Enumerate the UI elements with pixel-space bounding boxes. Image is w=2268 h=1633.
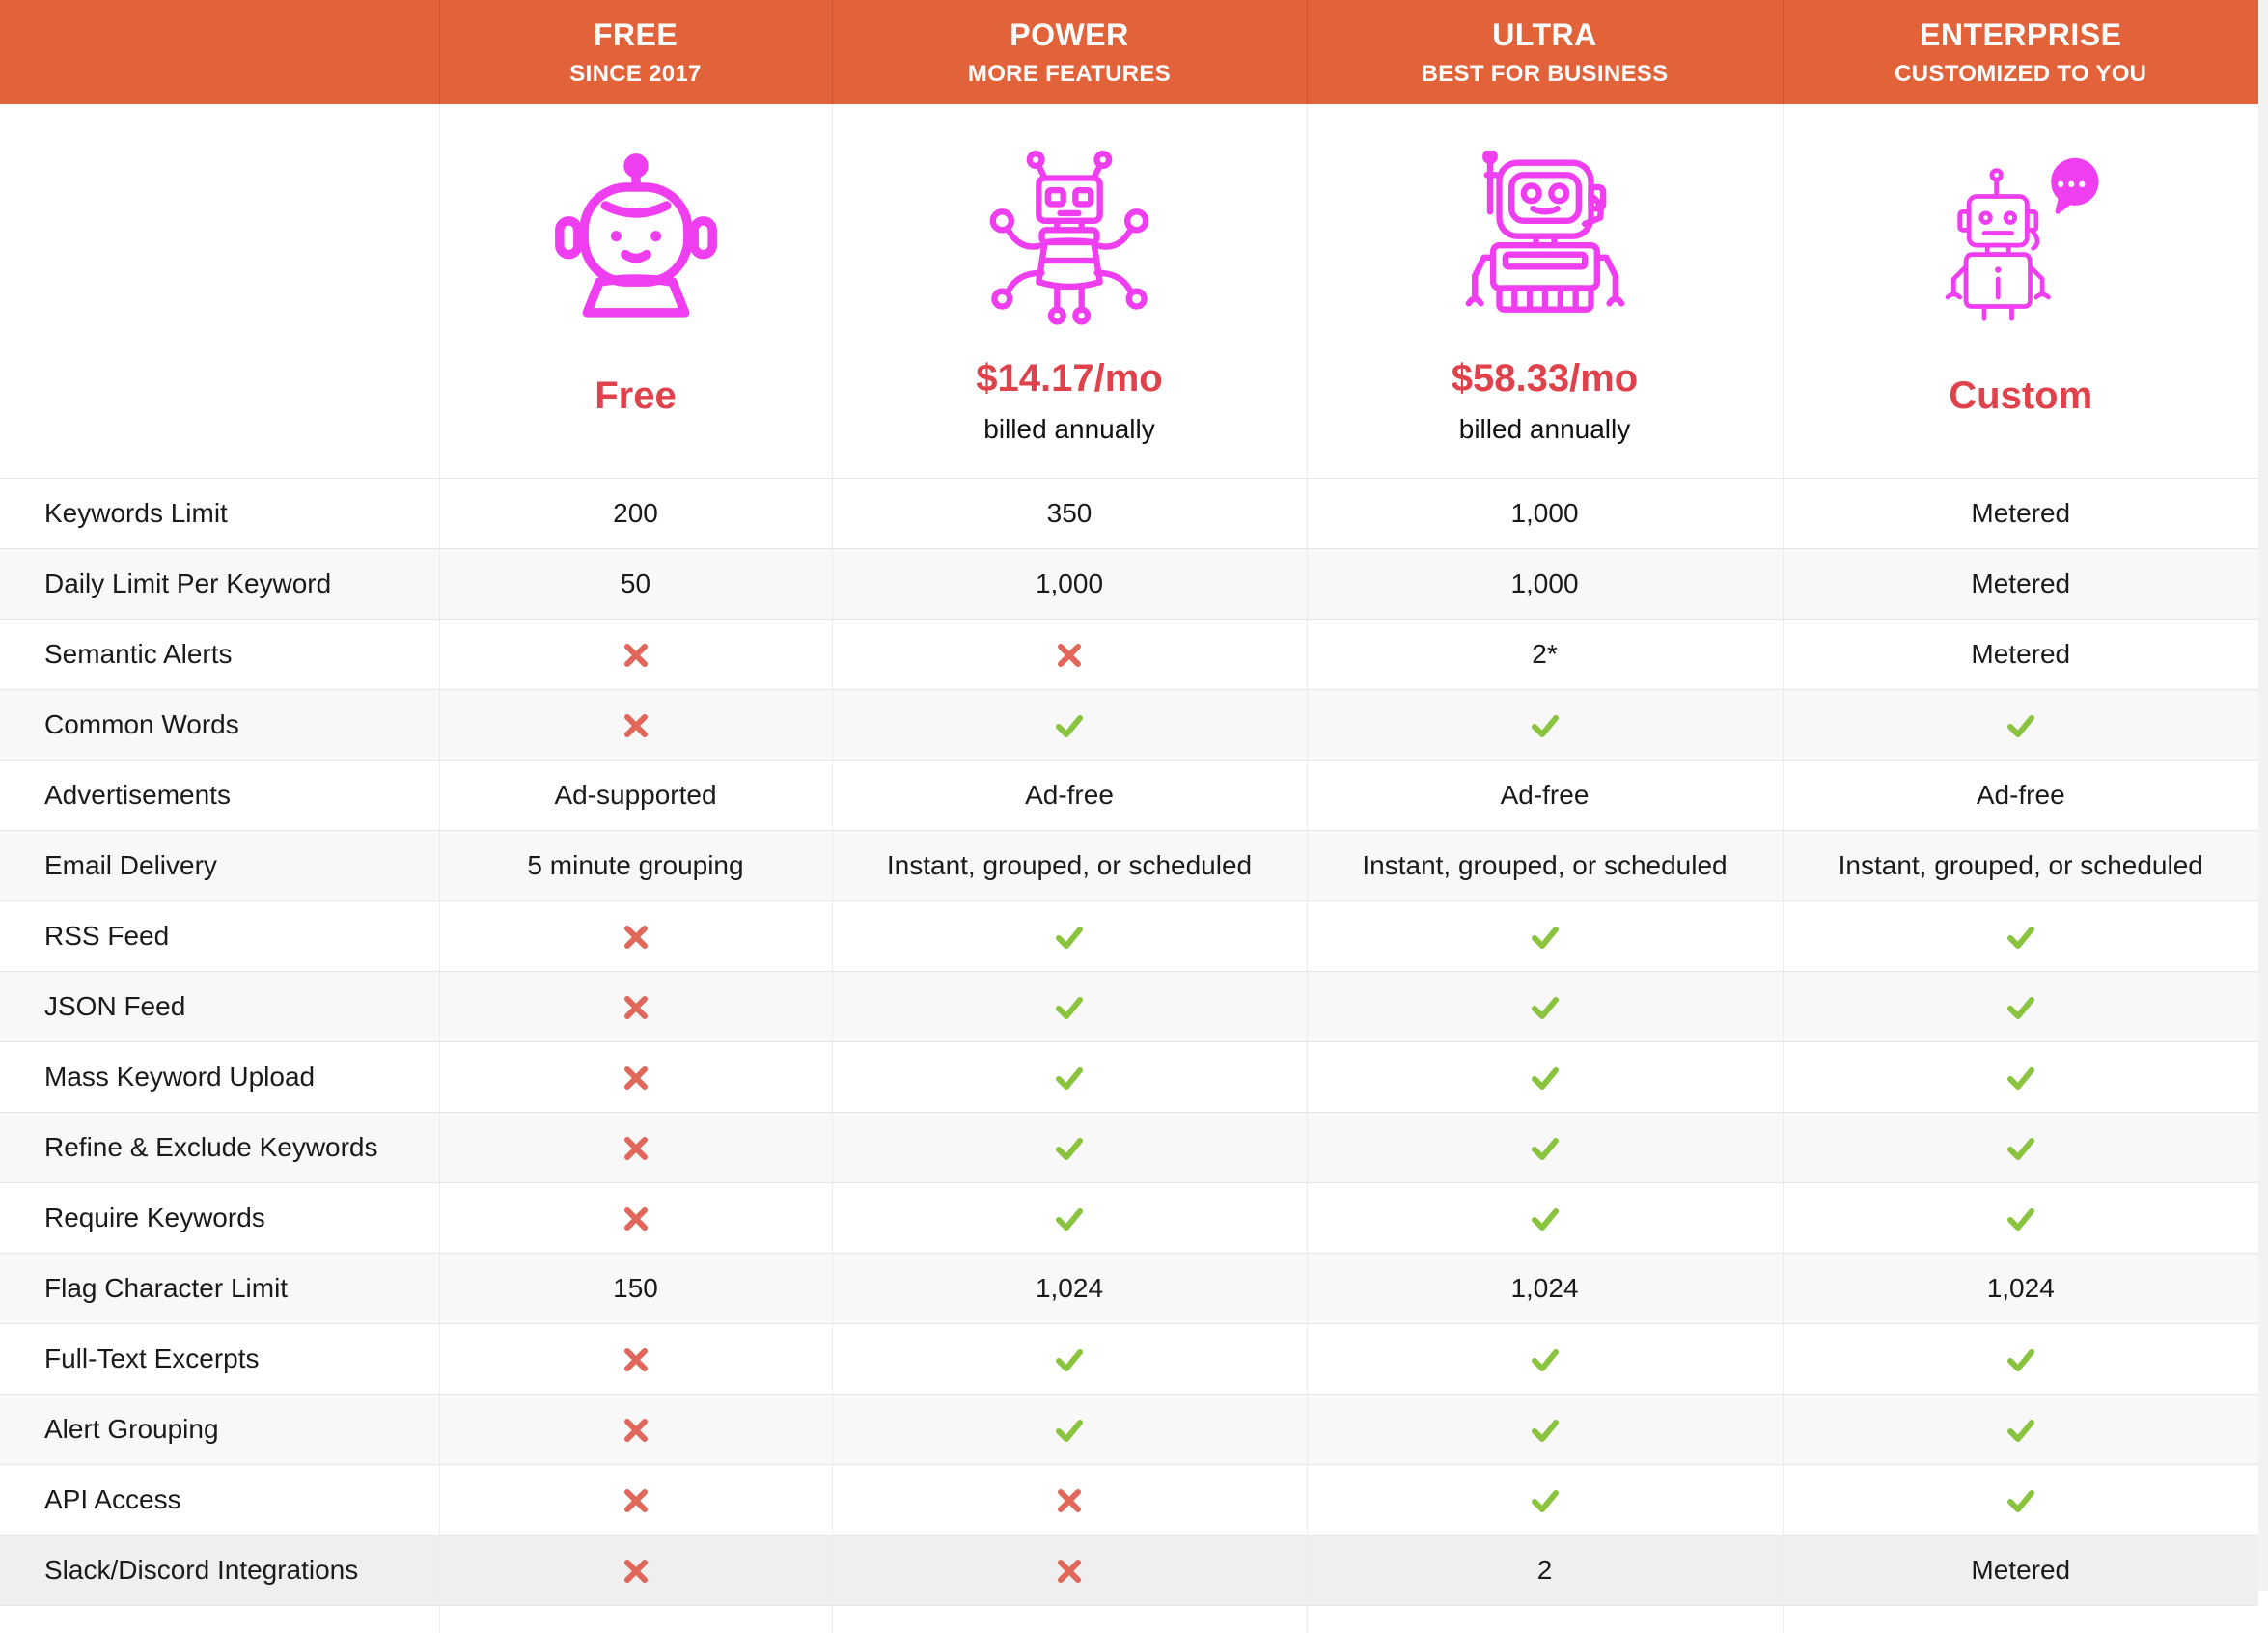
table-row	[0, 620, 2258, 690]
table-row	[0, 1042, 2258, 1113]
feature-label: Advertisements	[0, 761, 439, 831]
feature-value-cell	[1307, 1183, 1783, 1254]
plan-billing: billed annually	[1308, 414, 1783, 445]
check-icon	[1530, 1344, 1561, 1375]
check-icon	[1530, 1133, 1561, 1164]
cross-icon	[621, 1133, 651, 1164]
feature-value: Instant, grouped, or scheduled	[832, 831, 1307, 901]
feature-value-cell	[1307, 1042, 1783, 1113]
cross-icon	[621, 1204, 651, 1234]
feature-value: Metered	[1783, 1536, 2258, 1606]
feature-value-cell	[1307, 690, 1783, 761]
feature-value: 150	[439, 1254, 832, 1324]
plan-price: Custom	[1784, 374, 2259, 418]
feature-value-cell	[1783, 901, 2258, 972]
check-icon	[2005, 1204, 2036, 1234]
feature-value-cell	[832, 1465, 1307, 1536]
check-icon	[1530, 710, 1561, 741]
feature-value-cell	[832, 901, 1307, 972]
feature-label: Keywords Limit	[0, 479, 439, 549]
plan-subtitle: MORE FEATURES	[833, 61, 1307, 88]
scroll-edge	[2258, 0, 2268, 1591]
feature-value: 5 minute grouping	[439, 831, 832, 901]
feature-value-cell	[1307, 1113, 1783, 1183]
hero-corner	[0, 104, 439, 479]
check-icon	[1054, 1063, 1085, 1093]
feature-value: 2	[1307, 1536, 1783, 1606]
feature-value: Ad-free	[1783, 761, 2258, 831]
feature-value: Ad-free	[832, 761, 1307, 831]
table-row	[0, 1465, 2258, 1536]
feature-label: Alert Grouping	[0, 1395, 439, 1465]
price-block	[440, 374, 832, 418]
feature-value-cell	[832, 1113, 1307, 1183]
feature-value-cell	[1783, 1465, 2258, 1536]
feature-value: 50	[439, 549, 832, 620]
empty-cell	[1783, 1606, 2258, 1633]
check-icon	[1054, 1344, 1085, 1375]
feature-label: Email Delivery	[0, 831, 439, 901]
feature-label: Slack/Discord Integrations	[0, 1536, 439, 1606]
feature-label: RSS Feed	[0, 901, 439, 972]
feature-value-cell	[439, 901, 832, 972]
feature-value: 1,000	[1307, 549, 1783, 620]
plan-price: $58.33/mo	[1308, 357, 1783, 401]
cross-icon	[1054, 1485, 1085, 1516]
check-icon	[1054, 710, 1085, 741]
feature-value: 200	[439, 479, 832, 549]
feature-label: Flag Character Limit	[0, 1254, 439, 1324]
plan-hero-enterprise	[1783, 104, 2258, 479]
check-icon	[2005, 1344, 2036, 1375]
plan-price: Free	[440, 374, 832, 418]
cross-icon	[621, 640, 651, 671]
table-row	[0, 479, 2258, 549]
empty-cell	[0, 1606, 439, 1633]
feature-value-cell	[439, 620, 832, 690]
feature-value-cell	[1307, 1324, 1783, 1395]
feature-value-cell	[1783, 1113, 2258, 1183]
table-row	[0, 761, 2258, 831]
plan-hero-row	[0, 104, 2258, 479]
feature-value-cell	[439, 1395, 832, 1465]
feature-value-cell	[439, 690, 832, 761]
empty-cell	[439, 1606, 832, 1633]
feature-value-cell	[1783, 1324, 2258, 1395]
feature-value: 2*	[1307, 620, 1783, 690]
feature-label: Common Words	[0, 690, 439, 761]
feature-value-cell	[1307, 1465, 1783, 1536]
feature-value-cell	[439, 1042, 832, 1113]
feature-value: 1,000	[1307, 479, 1783, 549]
feature-value: 1,024	[1307, 1254, 1783, 1324]
feature-value: 350	[832, 479, 1307, 549]
table-row	[0, 1113, 2258, 1183]
robot-arms-icon	[978, 151, 1161, 334]
feature-value: 1,024	[1783, 1254, 2258, 1324]
cross-icon	[621, 922, 651, 953]
feature-value-cell	[832, 1536, 1307, 1606]
price-block	[833, 357, 1307, 445]
feature-value-cell	[1307, 901, 1783, 972]
check-icon	[1530, 992, 1561, 1023]
cross-icon	[1054, 640, 1085, 671]
plan-subtitle: BEST FOR BUSINESS	[1308, 61, 1783, 88]
robot-headset-icon	[1453, 151, 1637, 334]
feature-value: Ad-free	[1307, 761, 1783, 831]
feature-value-cell	[832, 1183, 1307, 1254]
header-corner	[0, 0, 439, 104]
feature-value-cell	[439, 1324, 832, 1395]
plan-hero-ultra	[1307, 104, 1783, 479]
feature-value-cell	[832, 1324, 1307, 1395]
table-row	[0, 1324, 2258, 1395]
plan-subtitle: SINCE 2017	[440, 61, 832, 88]
check-icon	[2005, 992, 2036, 1023]
feature-value-cell	[439, 1465, 832, 1536]
feature-value-cell	[1307, 1395, 1783, 1465]
feature-value: Metered	[1783, 479, 2258, 549]
plan-billing: billed annually	[833, 414, 1307, 445]
feature-value: 1,000	[832, 549, 1307, 620]
feature-value-cell	[439, 1536, 832, 1606]
feature-value-cell	[439, 1183, 832, 1254]
plan-header-free	[439, 0, 832, 104]
check-icon	[2005, 1133, 2036, 1164]
feature-value-cell	[439, 1113, 832, 1183]
plan-header-ultra	[1307, 0, 1783, 104]
table-row	[0, 690, 2258, 761]
check-icon	[1530, 922, 1561, 953]
plan-subtitle: CUSTOMIZED TO YOU	[1784, 61, 2259, 88]
check-icon	[1530, 1063, 1561, 1093]
feature-label: Refine & Exclude Keywords	[0, 1113, 439, 1183]
check-icon	[1054, 1415, 1085, 1446]
cross-icon	[621, 1415, 651, 1446]
cross-icon	[621, 1063, 651, 1093]
table-row	[0, 1254, 2258, 1324]
table-row-partial	[0, 1606, 2258, 1633]
empty-cell	[832, 1606, 1307, 1633]
check-icon	[1530, 1415, 1561, 1446]
check-icon	[1054, 1133, 1085, 1164]
feature-label: API Access	[0, 1465, 439, 1536]
robot-head-icon	[544, 151, 728, 334]
table-row	[0, 1183, 2258, 1254]
feature-label: Require Keywords	[0, 1183, 439, 1254]
check-icon	[2005, 1415, 2036, 1446]
plan-price: $14.17/mo	[833, 357, 1307, 401]
table-row	[0, 972, 2258, 1042]
robot-chat-icon	[1929, 151, 2113, 334]
check-icon	[1054, 992, 1085, 1023]
plan-name: FREE	[440, 17, 832, 53]
feature-value-cell	[1783, 1395, 2258, 1465]
plan-name: ENTERPRISE	[1784, 17, 2259, 53]
check-icon	[1530, 1204, 1561, 1234]
feature-value: 1,024	[832, 1254, 1307, 1324]
cross-icon	[621, 1485, 651, 1516]
feature-value-cell	[439, 972, 832, 1042]
cross-icon	[1054, 1556, 1085, 1587]
plan-header-row	[0, 0, 2258, 104]
feature-value-cell	[1783, 1042, 2258, 1113]
plan-hero-free	[439, 104, 832, 479]
check-icon	[1054, 922, 1085, 953]
cross-icon	[621, 710, 651, 741]
feature-label: Mass Keyword Upload	[0, 1042, 439, 1113]
check-icon	[2005, 922, 2036, 953]
plan-name: ULTRA	[1308, 17, 1783, 53]
feature-value: Metered	[1783, 549, 2258, 620]
plan-header-power	[832, 0, 1307, 104]
feature-label: Daily Limit Per Keyword	[0, 549, 439, 620]
feature-label: Semantic Alerts	[0, 620, 439, 690]
feature-value-cell	[832, 972, 1307, 1042]
table-row	[0, 901, 2258, 972]
check-icon	[2005, 710, 2036, 741]
feature-value-cell	[1783, 1183, 2258, 1254]
check-icon	[2005, 1485, 2036, 1516]
feature-value-cell	[1783, 972, 2258, 1042]
cross-icon	[621, 1344, 651, 1375]
price-block	[1308, 357, 1783, 445]
feature-value: Ad-supported	[439, 761, 832, 831]
table-row	[0, 1395, 2258, 1465]
feature-label: Full-Text Excerpts	[0, 1324, 439, 1395]
feature-value-cell	[1307, 972, 1783, 1042]
feature-value: Instant, grouped, or scheduled	[1307, 831, 1783, 901]
feature-value-cell	[832, 690, 1307, 761]
check-icon	[1530, 1485, 1561, 1516]
table-row	[0, 549, 2258, 620]
price-block	[1784, 374, 2259, 418]
feature-value-cell	[832, 620, 1307, 690]
feature-value-cell	[1783, 690, 2258, 761]
table-row	[0, 831, 2258, 901]
cross-icon	[621, 1556, 651, 1587]
check-icon	[2005, 1063, 2036, 1093]
feature-value-cell	[832, 1395, 1307, 1465]
empty-cell	[1307, 1606, 1783, 1633]
feature-value-cell	[832, 1042, 1307, 1113]
plan-hero-power	[832, 104, 1307, 479]
plan-header-enterprise	[1783, 0, 2258, 104]
feature-value: Instant, grouped, or scheduled	[1783, 831, 2258, 901]
feature-value: Metered	[1783, 620, 2258, 690]
cross-icon	[621, 992, 651, 1023]
table-row	[0, 1536, 2258, 1606]
feature-label: JSON Feed	[0, 972, 439, 1042]
plan-name: POWER	[833, 17, 1307, 53]
check-icon	[1054, 1204, 1085, 1234]
